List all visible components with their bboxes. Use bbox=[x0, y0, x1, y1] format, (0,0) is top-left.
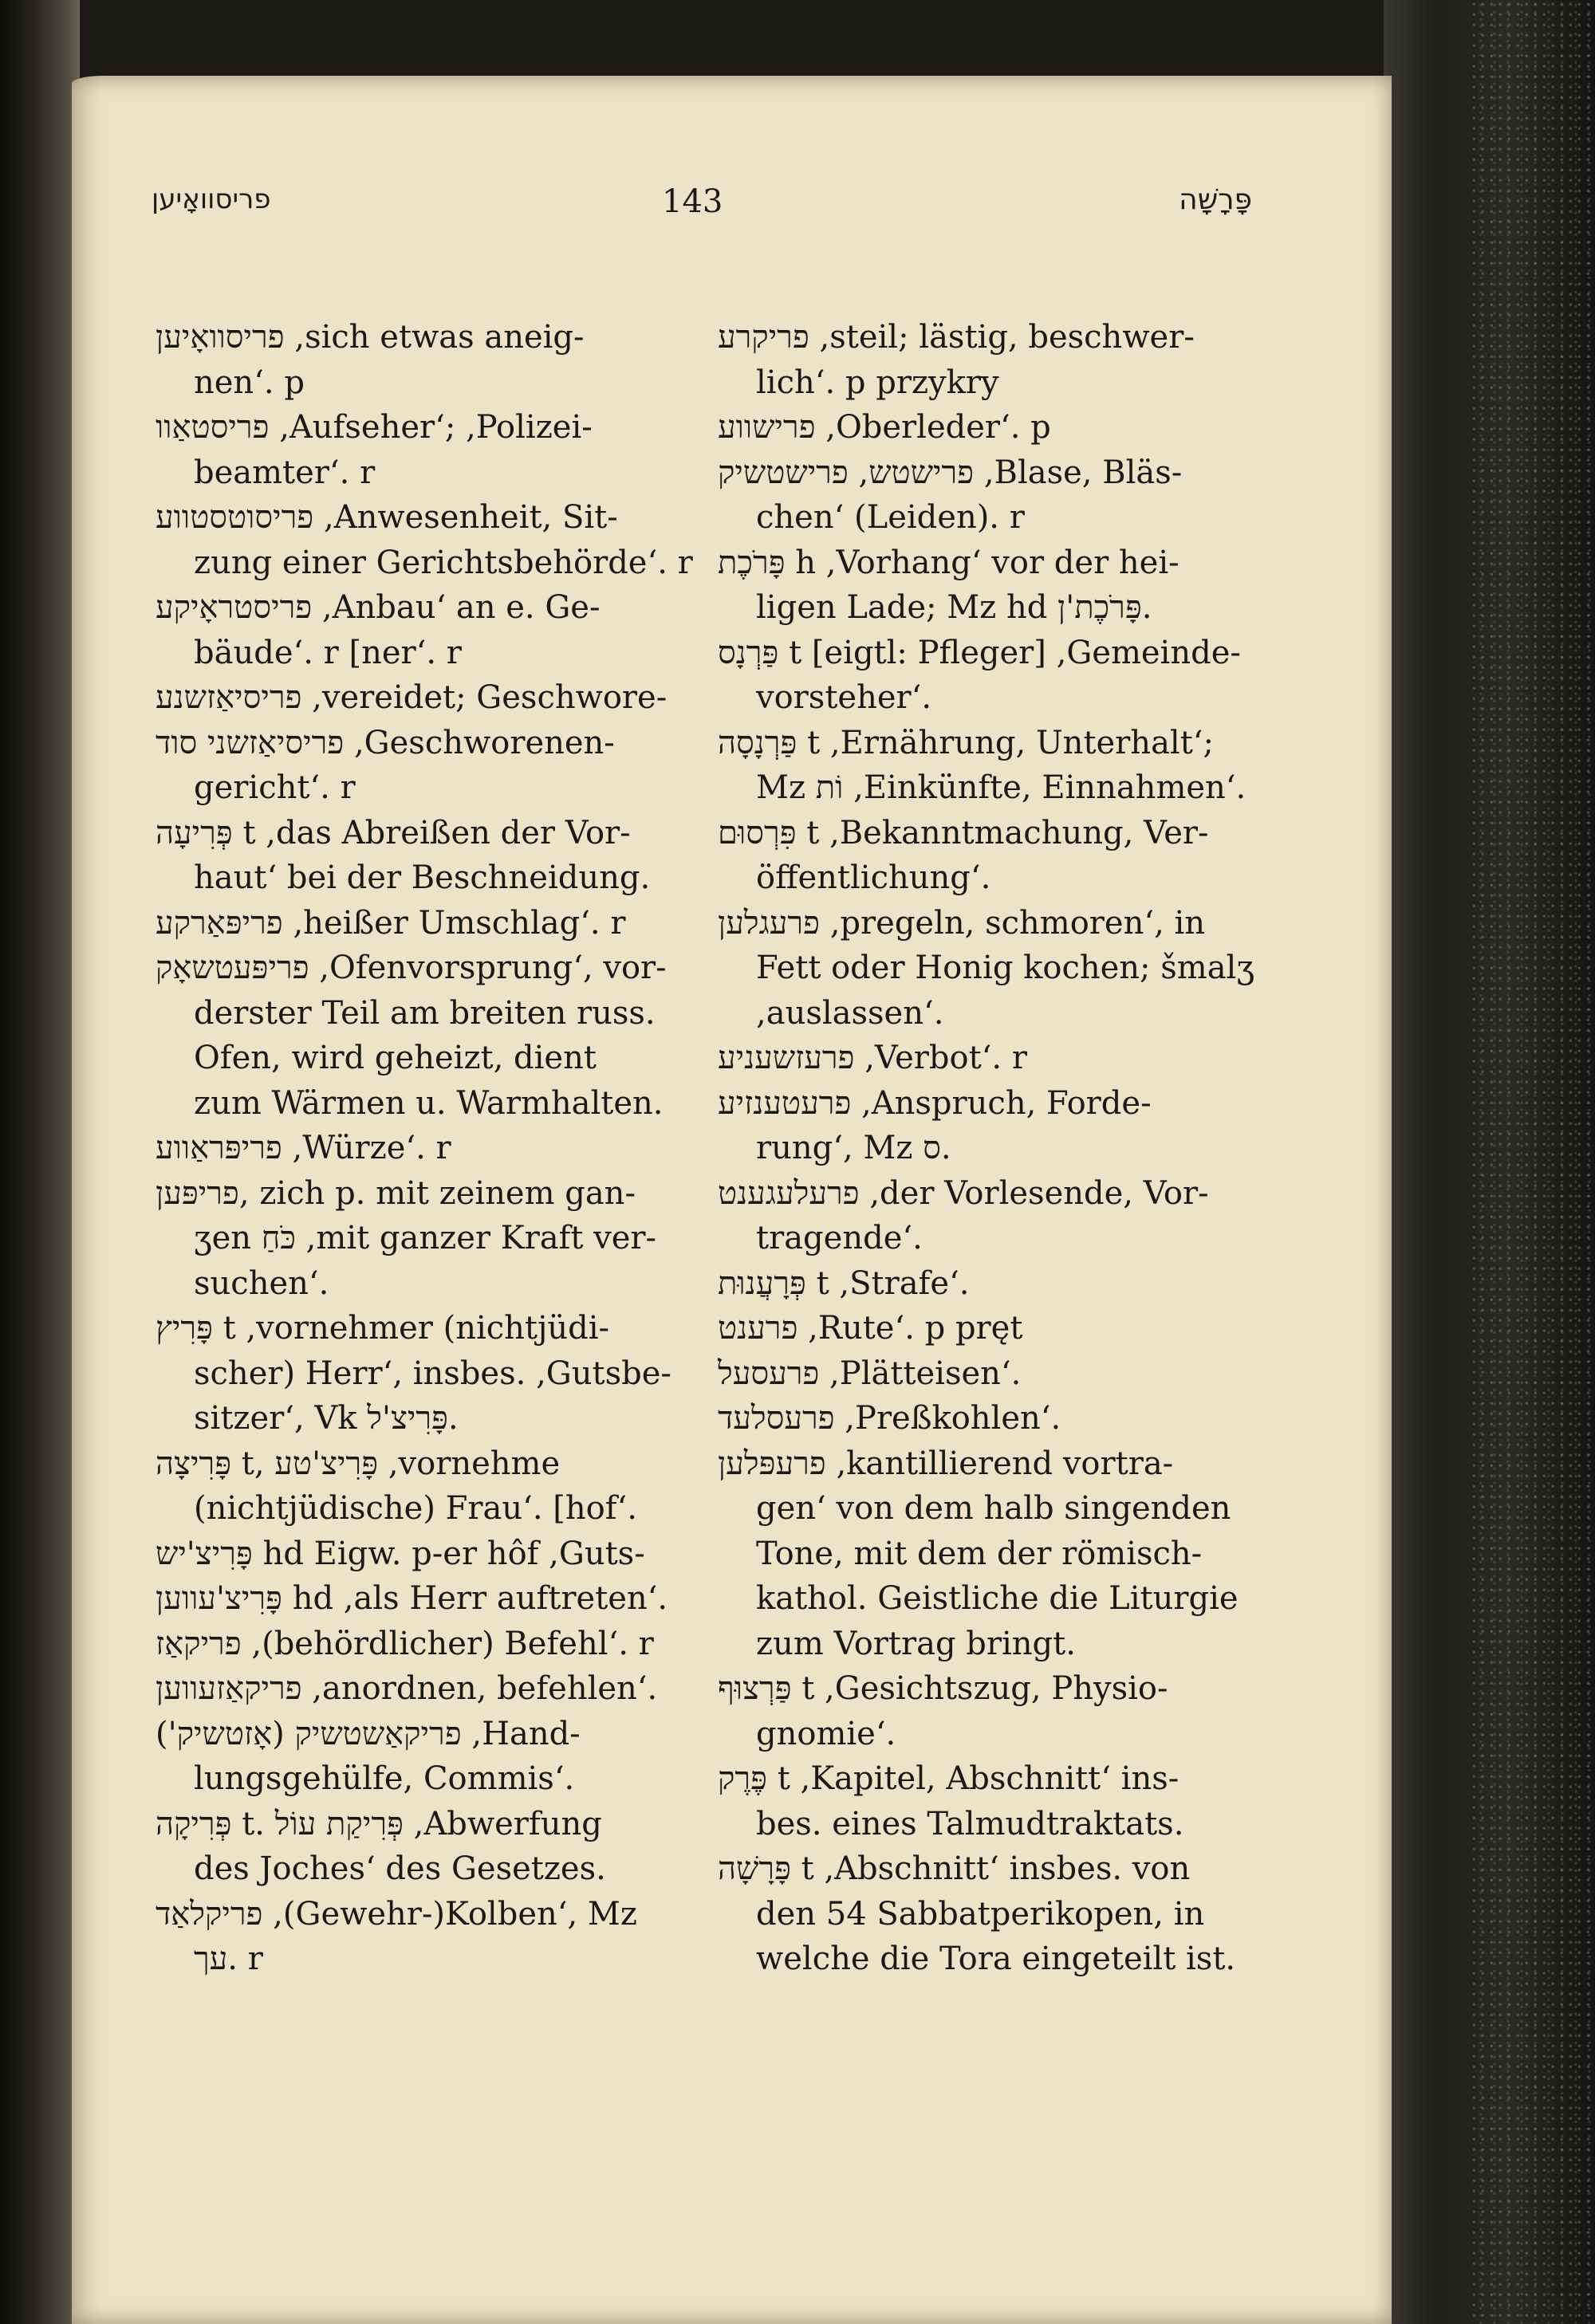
dictionary-line: zung einer Gerichtsbehörde‘. r bbox=[194, 544, 693, 581]
dictionary-line: פריסטראָיקע ,Anbau‘ an e. Ge- bbox=[156, 589, 601, 626]
dictionary-line: suchen‘. bbox=[194, 1264, 329, 1302]
dictionary-line: derster Teil am breiten russ. bbox=[194, 994, 656, 1032]
dictionary-line: ligen Lade; Mz hd פָּרֹכֶת'ן. bbox=[756, 589, 1152, 626]
dictionary-line: Tone, mit dem der römisch- bbox=[756, 1535, 1203, 1572]
dictionary-line: bäude‘. r [ner‘. r bbox=[194, 634, 462, 671]
dictionary-line: welche die Tora eingeteilt ist. bbox=[756, 1941, 1236, 1977]
dictionary-line: פרעטענזיע ,Anspruch, Forde- bbox=[718, 1084, 1152, 1122]
dictionary-line: פָּרָשָׁה t ,Abschnitt‘ insbes. von bbox=[718, 1850, 1191, 1887]
dictionary-line: פָּרֹכֶת h ,Vorhang‘ vor der hei- bbox=[718, 544, 1180, 581]
dictionary-line: פָּרִיצ'יש hd Eigw. p-er hôf ,Guts- bbox=[156, 1535, 645, 1572]
dictionary-line: פְּרָעֲנוּת t ,Strafe‘. bbox=[718, 1264, 970, 1302]
dictionary-line: פרעפּלען ,kantillierend vortra- bbox=[718, 1445, 1174, 1482]
dictionary-line: פְּרִיקָה t. פְּרִיקַת עוֹל ,Abwerfung bbox=[156, 1805, 602, 1842]
dictionary-line: פרעגלען ,pregeln, schmoren‘, in bbox=[718, 904, 1206, 942]
dictionary-line: פַּרְנָסָה t ,Ernährung, Unterhalt‘; bbox=[718, 724, 1214, 761]
dictionary-line: פרענט ,Rute‘. p pręt bbox=[718, 1310, 1023, 1347]
dictionary-line: פַּרְצוּף t ,Gesichtszug, Physio- bbox=[718, 1670, 1168, 1707]
dictionary-line: פריפּען, zich p. mit zeinem gan- bbox=[156, 1174, 636, 1212]
dictionary-line: sitzer‘, Vk פָּרִיצ'ל. bbox=[194, 1400, 459, 1437]
dictionary-line: chen‘ (Leiden). r bbox=[756, 499, 1025, 536]
dictionary-line: פריסטאַוו ,Aufseher‘; ,Polizei- bbox=[156, 409, 593, 446]
dictionary-line: bes. eines Talmudtraktats. bbox=[756, 1805, 1184, 1842]
dictionary-column-left bbox=[156, 315, 693, 1982]
dictionary-line: פֶּרֶק t ,Kapitel, Abschnitt‘ ins- bbox=[718, 1760, 1180, 1797]
dictionary-line: den 54 Sabbatperikopen, in bbox=[756, 1895, 1205, 1933]
dictionary-line: פְּרִיעָה t ,das Abreißen der Vor- bbox=[156, 814, 631, 851]
dictionary-line: פריסוטסטווע ,Anwesenheit, Sit- bbox=[156, 499, 618, 536]
dictionary-line: ʒen כֹּחַ ,mit ganzer Kraft ver- bbox=[194, 1220, 657, 1256]
dictionary-line: פָּרִיצָה t, פָּרִיצ'טע ,vornehme bbox=[156, 1445, 561, 1482]
dictionary-line: פריסיאַזשני סוד ,Geschworenen- bbox=[156, 724, 615, 761]
dictionary-line: tragende‘. bbox=[756, 1220, 923, 1256]
dictionary-line: פריקאַזעווען ,anordnen, befehlen‘. bbox=[156, 1670, 658, 1707]
dictionary-line: lich‘. p przykry bbox=[756, 364, 999, 401]
dictionary-line: פרעסעל ,Plätteisen‘. bbox=[718, 1355, 1022, 1392]
dictionary-line: פרישווע ,Oberleder‘. p bbox=[718, 409, 1051, 446]
dictionary-line: פריסוואָיען ,sich etwas aneig- bbox=[156, 319, 585, 356]
dictionary-line: rung‘, Mz ס. bbox=[756, 1130, 951, 1166]
running-header bbox=[152, 183, 1268, 239]
dictionary-line: nen‘. p bbox=[194, 364, 305, 401]
dictionary-line: Fett oder Honig kochen; šmalʒ bbox=[756, 950, 1254, 986]
dictionary-line: פריקלאַד ,(Gewehr-)Kolben‘, Mz bbox=[156, 1895, 637, 1933]
dictionary-line: עך. r bbox=[194, 1941, 263, 1977]
dictionary-line: zum Wärmen u. Warmhalten. bbox=[194, 1084, 664, 1122]
dictionary-line: פָּרִיץ t ,vornehmer (nichtjüdi- bbox=[156, 1310, 610, 1347]
dictionary-line: öffentlichung‘. bbox=[756, 859, 991, 896]
dictionary-line: (nichtjüdische) Frau‘. [hof‘. bbox=[194, 1490, 637, 1527]
dictionary-line: פרעזשעניע ,Verbot‘. r bbox=[718, 1040, 1027, 1076]
dictionary-line: פריקרע ,steil; lästig, beschwer- bbox=[718, 319, 1195, 356]
book-binding-right bbox=[1384, 0, 1595, 2324]
dictionary-line: פריפּאַרקע ,heißer Umschlag‘. r bbox=[156, 904, 626, 942]
dictionary-line: kathol. Geistliche die Liturgie bbox=[756, 1580, 1239, 1617]
dictionary-line: gnomie‘. bbox=[756, 1715, 896, 1752]
header-guide-word-left: פריסוואָיען bbox=[152, 183, 271, 215]
dictionary-line: lungsgehülfe, Commis‘. bbox=[194, 1760, 575, 1797]
dictionary-line: פָּרִיצ'עווען hd ,als Herr auftreten‘. bbox=[156, 1580, 668, 1617]
book-binding-left bbox=[0, 0, 80, 2324]
dictionary-line: haut‘ bei der Beschneidung. bbox=[194, 859, 651, 896]
dictionary-line: Ofen, wird geheizt, dient bbox=[194, 1040, 597, 1076]
dictionary-line: פרישטש, פרישטשיק ,Blase, Bläs- bbox=[718, 454, 1183, 491]
dictionary-line: gericht‘. r bbox=[194, 769, 356, 806]
dictionary-line: beamter‘. r bbox=[194, 454, 376, 491]
dictionary-column-right bbox=[718, 315, 1254, 1982]
dictionary-line: Mz וֹת ,Einkünfte, Einnahmen‘. bbox=[756, 769, 1246, 806]
dictionary-line: פַּרְנָס t [eigtl: Pfleger] ,Gemeinde- bbox=[718, 634, 1241, 671]
dictionary-line: gen‘ von dem halb singenden bbox=[756, 1490, 1231, 1527]
dictionary-line: פריסיאַזשנע ,vereidet; Geschwore- bbox=[156, 679, 668, 716]
dictionary-line: ,auslassen‘. bbox=[756, 994, 944, 1032]
dictionary-line: פרעסלעד ,Preßkohlen‘. bbox=[718, 1400, 1061, 1437]
dictionary-line: פריפּראַווע ,Würze‘. r bbox=[156, 1130, 451, 1166]
header-guide-word-right: פָּרָשָׁה bbox=[1179, 183, 1252, 216]
dictionary-line: zum Vortrag bringt. bbox=[756, 1625, 1076, 1662]
dictionary-line: פרעלעגענט ,der Vorlesende, Vor- bbox=[718, 1174, 1209, 1212]
page-number: 143 bbox=[662, 183, 723, 220]
dictionary-line: vorsteher‘. bbox=[756, 679, 932, 716]
dictionary-line: פריפּעטשאָק ,Ofenvorsprung‘, vor- bbox=[156, 950, 667, 986]
dictionary-line: פריקאַשטשיק (אָזטשיק') ,Hand- bbox=[156, 1715, 581, 1752]
dictionary-line: פִּרְסוּם t ,Bekanntmachung, Ver- bbox=[718, 814, 1209, 851]
dictionary-line: des Joches‘ des Gesetzes. bbox=[194, 1850, 606, 1887]
dictionary-line: פריקאַז ,(behördlicher) Befehl‘. r bbox=[156, 1625, 654, 1662]
dictionary-line: scher) Herr‘, insbes. ,Gutsbe- bbox=[194, 1355, 671, 1392]
